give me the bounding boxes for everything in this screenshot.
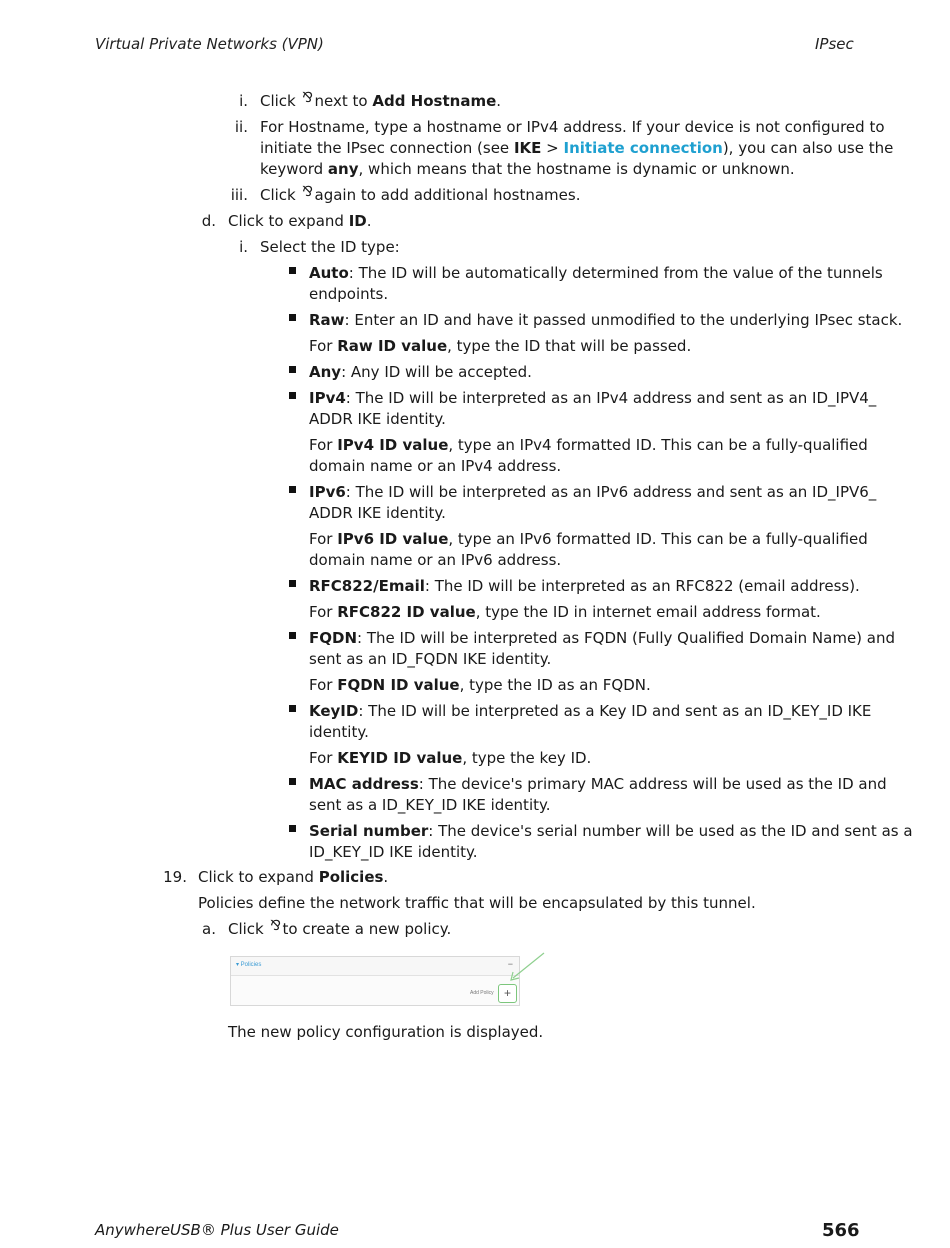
id-type-fqdn: FQDN: The ID will be interpreted as FQDN (Fully Qualified Domain Name) and [309, 629, 896, 647]
id-type-fqdn-field: For FQDN ID value, type the ID as an FQDN. [309, 676, 651, 694]
step-select-id-type: Select the ID type: [260, 238, 400, 256]
bullet-marker [289, 392, 296, 399]
collapse-icon[interactable]: − [507, 959, 513, 969]
id-type-any: Any: Any ID will be accepted. [309, 363, 532, 381]
step-add-hostname: Click ⅋ next to Add Hostname. [260, 90, 502, 110]
bullet-marker [289, 267, 296, 274]
id-type-rfc822-field: For RFC822 ID value, type the ID in internet email address format. [309, 603, 821, 621]
step-add-more-hostnames: Click ⅋ again to add additional hostnames. [260, 184, 581, 204]
add-icon: ⅋ [270, 918, 281, 934]
step-expand-policies: Click to expand Policies. [198, 868, 389, 886]
add-icon: ⅋ [302, 184, 313, 200]
id-type-rfc822: RFC822/Email: The ID will be interpreted as an RFC822 (email address). [309, 577, 860, 595]
paragraph-line: domain name or an IPv4 address. [309, 457, 562, 475]
result-text: The new policy configuration is displayed. [228, 1023, 544, 1041]
step-marker: a. [202, 920, 216, 938]
paragraph-line: identity. [309, 723, 369, 741]
paragraph-line: keyword any, which means that the hostname is dynamic or unknown. [260, 160, 795, 178]
page-number: 566 [822, 1220, 860, 1241]
paragraph-line: sent as a ID_KEY_ID IKE identity. [309, 796, 551, 814]
id-type-ipv4-field: For IPv4 ID value, type an IPv4 formatted ID. This can be a fully-qualified [309, 436, 868, 454]
initiate-connection-link[interactable]: Initiate connection [563, 139, 723, 157]
step-marker: i. [239, 92, 248, 110]
add-policy-button[interactable]: + [498, 984, 517, 1003]
id-type-keyid: KeyID: The ID will be interpreted as a Key ID and sent as an ID_KEY_ID IKE [309, 702, 872, 720]
bullet-marker [289, 580, 296, 587]
step-marker: d. [201, 212, 216, 230]
policies-panel-title: ▾ Policies [236, 962, 262, 968]
running-header-section: Virtual Private Networks (VPN) [95, 35, 324, 53]
add-policy-label: Add Policy [470, 990, 494, 996]
step-expand-id: Click to expand ID. [228, 212, 372, 230]
paragraph-line: ADDR IKE identity. [309, 410, 446, 428]
bullet-marker [289, 486, 296, 493]
bullet-marker [289, 632, 296, 639]
paragraph-line: initiate the IPsec connection (see IKE > Initiate connection), you can also use the [260, 139, 894, 157]
step-marker: iii. [230, 186, 248, 204]
paragraph-line: ID_KEY_ID IKE identity. [309, 843, 478, 861]
bullet-marker [289, 825, 296, 832]
bullet-marker [289, 705, 296, 712]
policies-screenshot [230, 956, 520, 1006]
step-marker: i. [239, 238, 248, 256]
id-type-mac: MAC address: The device's primary MAC address will be used as the ID and [309, 775, 887, 793]
policies-description: Policies define the network traffic that will be encapsulated by this tunnel. [198, 894, 756, 912]
paragraph-line: For Hostname, type a hostname or IPv4 address. If your device is not configured to [260, 118, 885, 136]
id-type-raw-field: For Raw ID value, type the ID that will be passed. [309, 337, 692, 355]
paragraph-line: sent as an ID_FQDN IKE identity. [309, 650, 552, 668]
id-type-keyid-field: For KEYID ID value, type the key ID. [309, 749, 592, 767]
id-type-raw: Raw: Enter an ID and have it passed unmodified to the underlying IPsec stack. [309, 311, 903, 329]
paragraph-line: endpoints. [309, 285, 389, 303]
id-type-ipv6: IPv6: The ID will be interpreted as an IPv6 address and sent as an ID_IPV6_ [309, 483, 877, 501]
id-type-auto: Auto: The ID will be automatically determined from the value of the tunnels [309, 264, 883, 282]
step-create-policy: Click ⅋ to create a new policy. [228, 918, 452, 938]
step-marker: 19. [163, 868, 187, 886]
bullet-marker [289, 778, 296, 785]
id-type-serial: Serial number: The device's serial number will be used as the ID and sent as a [309, 822, 913, 840]
bullet-marker [289, 314, 296, 321]
step-marker: ii. [234, 118, 248, 136]
id-type-ipv4: IPv4: The ID will be interpreted as an IPv4 address and sent as an ID_IPV4_ [309, 389, 877, 407]
add-icon: ⅋ [302, 90, 313, 106]
paragraph-line: ADDR IKE identity. [309, 504, 446, 522]
footer-guide-title: AnywhereUSB® Plus User Guide [95, 1221, 339, 1239]
policies-panel-header [231, 957, 519, 976]
paragraph-line: domain name or an IPv6 address. [309, 551, 562, 569]
callout-arrow-icon [505, 950, 547, 984]
running-header-topic: IPsec [815, 35, 854, 53]
bullet-marker [289, 366, 296, 373]
id-type-ipv6-field: For IPv6 ID value, type an IPv6 formatted ID. This can be a fully-qualified [309, 530, 868, 548]
